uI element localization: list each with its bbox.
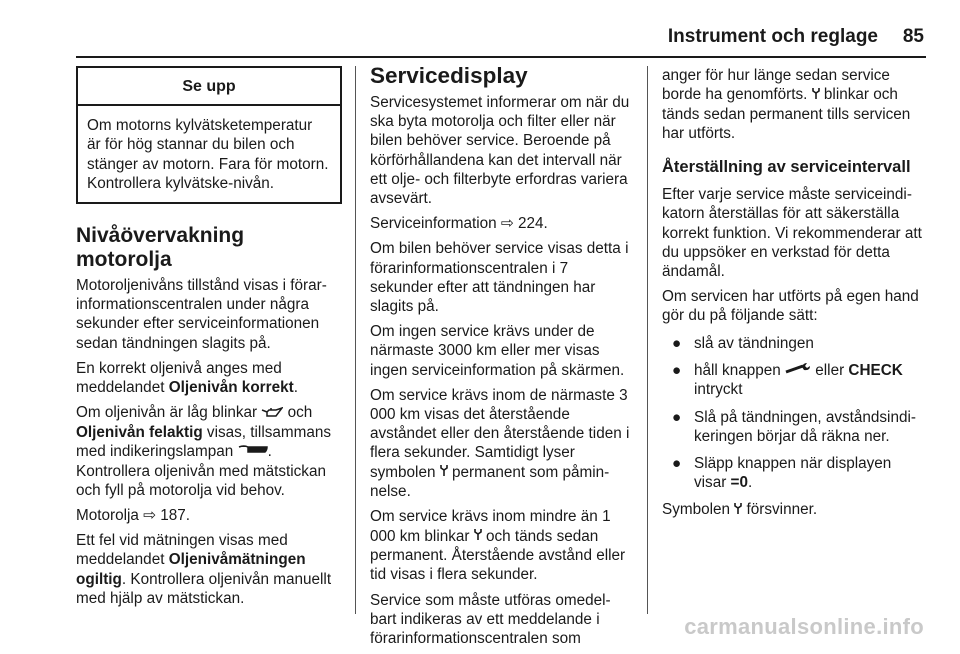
section-heading-oil: Nivåövervakning motorolja <box>76 224 245 272</box>
paragraph: Om service krävs inom mindre än 1 000 km blinkar och tänds sedan permanent. Återstående avstånd eller tid visas i flera sekunder. <box>370 508 626 584</box>
message-text: Oljenivån felaktig <box>76 423 203 441</box>
message-text: Oljenivåmätningen ogiltig <box>76 551 306 588</box>
bullet: ● <box>672 454 682 472</box>
section-heading-reset: Återställning av serviceintervall <box>662 158 911 177</box>
display-value: =0 <box>730 474 748 492</box>
paragraph: Symbolen försvinner. <box>662 501 818 519</box>
paragraph: Efter varje service måste serviceindi-katorn återställas för att säkerställa korrekt funktion. Vi rekommenderar att du uppsöker en verkstad för detta ändamål. <box>662 186 922 280</box>
wrench-icon <box>785 361 811 380</box>
paragraph: Om oljenivån är låg blinkar och Oljenivån felaktig visas, tillsammans med indikeringslampan . Kontrollera oljenivån med mätstickan och fyll på motorolja vid behov. <box>76 404 332 499</box>
paragraph: Servicesystemet informerar om när du ska byta motorolja och filter eller när bilen behöver service. Beroende på körförhållandena kan det intervall när ett olje- och filterbyte erfordras variera avsevärt. <box>370 94 630 208</box>
bullet: ● <box>672 361 682 379</box>
header-rule <box>76 56 926 58</box>
bullet: ● <box>672 408 682 426</box>
section-heading-service: Servicedisplay <box>370 63 528 88</box>
message-text: Oljenivån korrekt <box>168 379 294 397</box>
column-middle <box>370 62 632 654</box>
step-list <box>662 334 927 493</box>
watermark: carmanualsonline.info <box>684 614 924 639</box>
paragraph: Om service krävs inom de närmaste 3 000 km visas det återstående avståndet eller den återstående tiden i flera sekunder. Samtidigt lyser symbolen permanent som påmin-nelse. <box>370 386 630 501</box>
check-button-label: CHECK <box>848 361 903 379</box>
oil-pressure-lamp-icon <box>238 442 268 461</box>
paragraph: Om ingen service krävs under de närmaste 3000 km eller mer visas ingen serviceinformation på skärmen. <box>370 323 625 379</box>
column-divider <box>647 66 648 614</box>
list-item: ● håll knappen eller CHECK intryckt <box>672 361 903 399</box>
oil-can-icon <box>261 404 283 423</box>
list-item: ● Slå på tändningen, avståndsindi-keringen börjar då räkna ner. <box>672 408 916 445</box>
column-right <box>662 66 927 526</box>
service-symbol-icon <box>812 86 820 105</box>
paragraph: Motoroljenivåns tillstånd visas i förar-informationscentralen under några sekunder efter serviceinformationen sedan tändningen slagits på. <box>76 277 327 352</box>
paragraph: Om servicen har utförts på egen hand gör du på följande sätt: <box>662 288 919 325</box>
paragraph: Motorolja ⇨ 187. <box>76 506 191 524</box>
column-left <box>76 66 342 614</box>
caution-text: Om motorns kylvätsketemperatur är för hög stannar du bilen och stänger av motorn. Fara för motorn. Kontrollera kylvätske-nivån. <box>87 117 329 192</box>
caution-heading: Se upp <box>78 68 340 106</box>
column-divider <box>355 66 356 614</box>
paragraph: Service som måste utföras omedel-bart indikeras av ett meddelande i förarinformationscentralen som <box>370 591 611 647</box>
list-item: ● slå av tändningen <box>672 334 814 352</box>
list-item: ● Släpp knappen när displayen visar =0. <box>672 454 892 492</box>
caution-box <box>76 66 342 204</box>
paragraph: En korrekt oljenivå anges med meddelandet Oljenivån korrekt. <box>76 359 298 397</box>
paragraph: anger för hur länge sedan service borde ha genomförts. blinkar och tänds sedan permanent tills servicen har utförts. <box>662 67 911 142</box>
paragraph: Serviceinformation ⇨ 224. <box>370 215 548 233</box>
paragraph: Om bilen behöver service visas detta i förarinformationscentralen i 7 sekunder efter att tändningen har slagits på. <box>370 240 629 316</box>
page-number: 85 <box>902 26 924 47</box>
header-title: Instrument och reglage <box>667 26 878 47</box>
service-symbol-icon <box>474 527 482 546</box>
service-symbol-icon <box>440 463 448 482</box>
bullet: ● <box>672 334 682 352</box>
paragraph: Ett fel vid mätningen visas med meddelandet Oljenivåmätningen ogiltig. Kontrollera oljenivån manuellt med hjälp av mätstickan. <box>76 532 332 607</box>
